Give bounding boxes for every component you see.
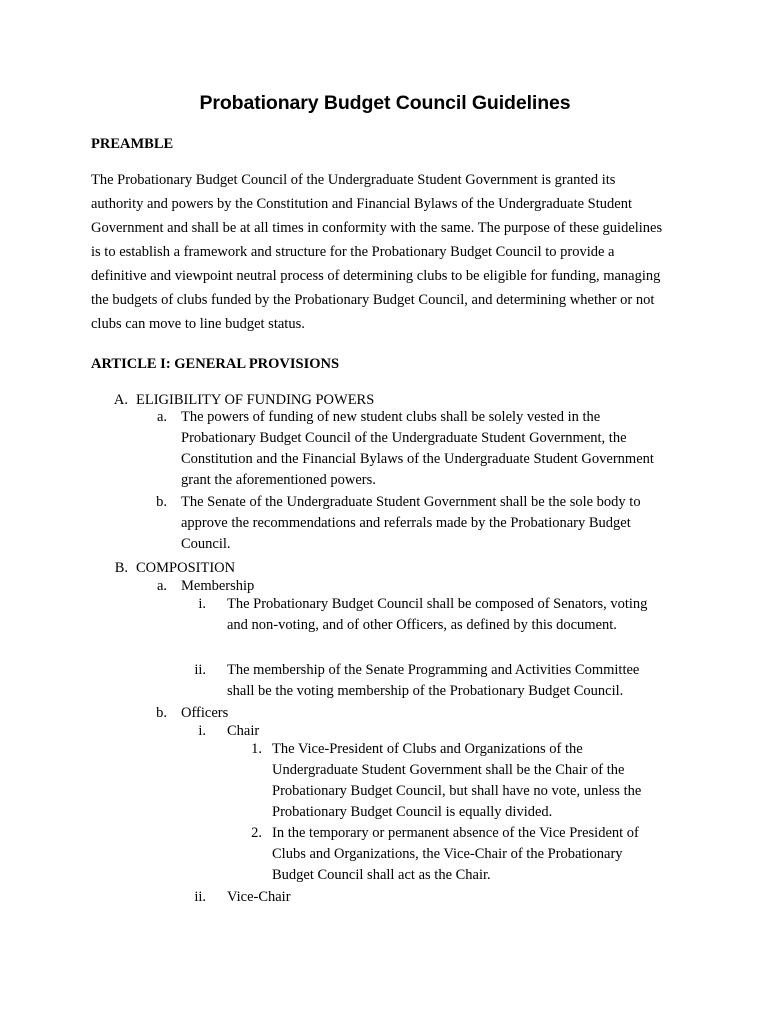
item-text: The Vice-President of Clubs and Organizations of the Undergraduate Student Government shall be the Chair of the Probationary Budget Council, but shall have no vote, unless the Probationary Budget Council is equally divided. bbox=[272, 741, 642, 820]
item-marker: i. bbox=[198, 723, 206, 739]
item-marker: b. bbox=[156, 494, 167, 510]
item-marker: a. bbox=[156, 409, 167, 425]
chair-title: Chair bbox=[227, 723, 260, 739]
item-text: The membership of the Senate Programming and Activities Committee shall be the voting membership of the Probationary Budget Council. bbox=[227, 662, 640, 699]
section-b-marker: B. bbox=[114, 560, 128, 576]
item-marker: i. bbox=[198, 596, 206, 612]
item-text: In the temporary or permanent absence of the Vice President of Clubs and Organizations, the Vice-Chair of the Probationary Budget Council shall act as the Chair. bbox=[272, 825, 639, 883]
item-marker: ii. bbox=[194, 662, 206, 678]
item-marker: b. bbox=[156, 705, 167, 721]
item-marker: 2. bbox=[251, 825, 262, 841]
item-text: The Senate of the Undergraduate Student Government shall be the sole body to approve the recommendations and referrals made by the Probationary Budget Council. bbox=[181, 494, 641, 552]
preamble-heading: PREAMBLE bbox=[91, 136, 174, 152]
officers-title: Officers bbox=[181, 705, 229, 721]
document-title: Probationary Budget Council Guidelines bbox=[199, 92, 571, 114]
preamble-text: The Probationary Budget Council of the Undergraduate Student Government is granted its authority and powers by the Constitution and Financial Bylaws of the Undergraduate Student Government and shall be at all times in conformity with the same. The purpose of these guidelines is to establish a framework and structure for the Probationary Budget Council to provide a definitive and viewpoint neutral process of determining clubs to be eligible for funding, managing the budgets of clubs funded by the Probationary Budget Council, and determining whether or not clubs can move to line budget status. bbox=[91, 172, 663, 332]
vice-chair-title: Vice-Chair bbox=[227, 889, 291, 905]
article-1-heading: ARTICLE I: GENERAL PROVISIONS bbox=[91, 356, 340, 372]
item-marker: ii. bbox=[194, 889, 206, 905]
item-text: The powers of funding of new student clubs shall be solely vested in the Probationary Budget Council of the Undergraduate Student Government, the Constitution and the Financial Bylaws of the Undergraduate Student Government grant the aforementioned powers. bbox=[181, 409, 654, 488]
item-marker: 1. bbox=[251, 741, 262, 757]
item-marker: a. bbox=[156, 578, 167, 594]
section-a-marker: A. bbox=[113, 392, 128, 408]
item-text: The Probationary Budget Council shall be composed of Senators, voting and non-voting, and of other Officers, as defined by this document. bbox=[227, 596, 648, 633]
section-a-title: ELIGIBILITY OF FUNDING POWERS bbox=[136, 392, 375, 408]
membership-title: Membership bbox=[181, 578, 255, 594]
section-b-title: COMPOSITION bbox=[136, 560, 236, 576]
